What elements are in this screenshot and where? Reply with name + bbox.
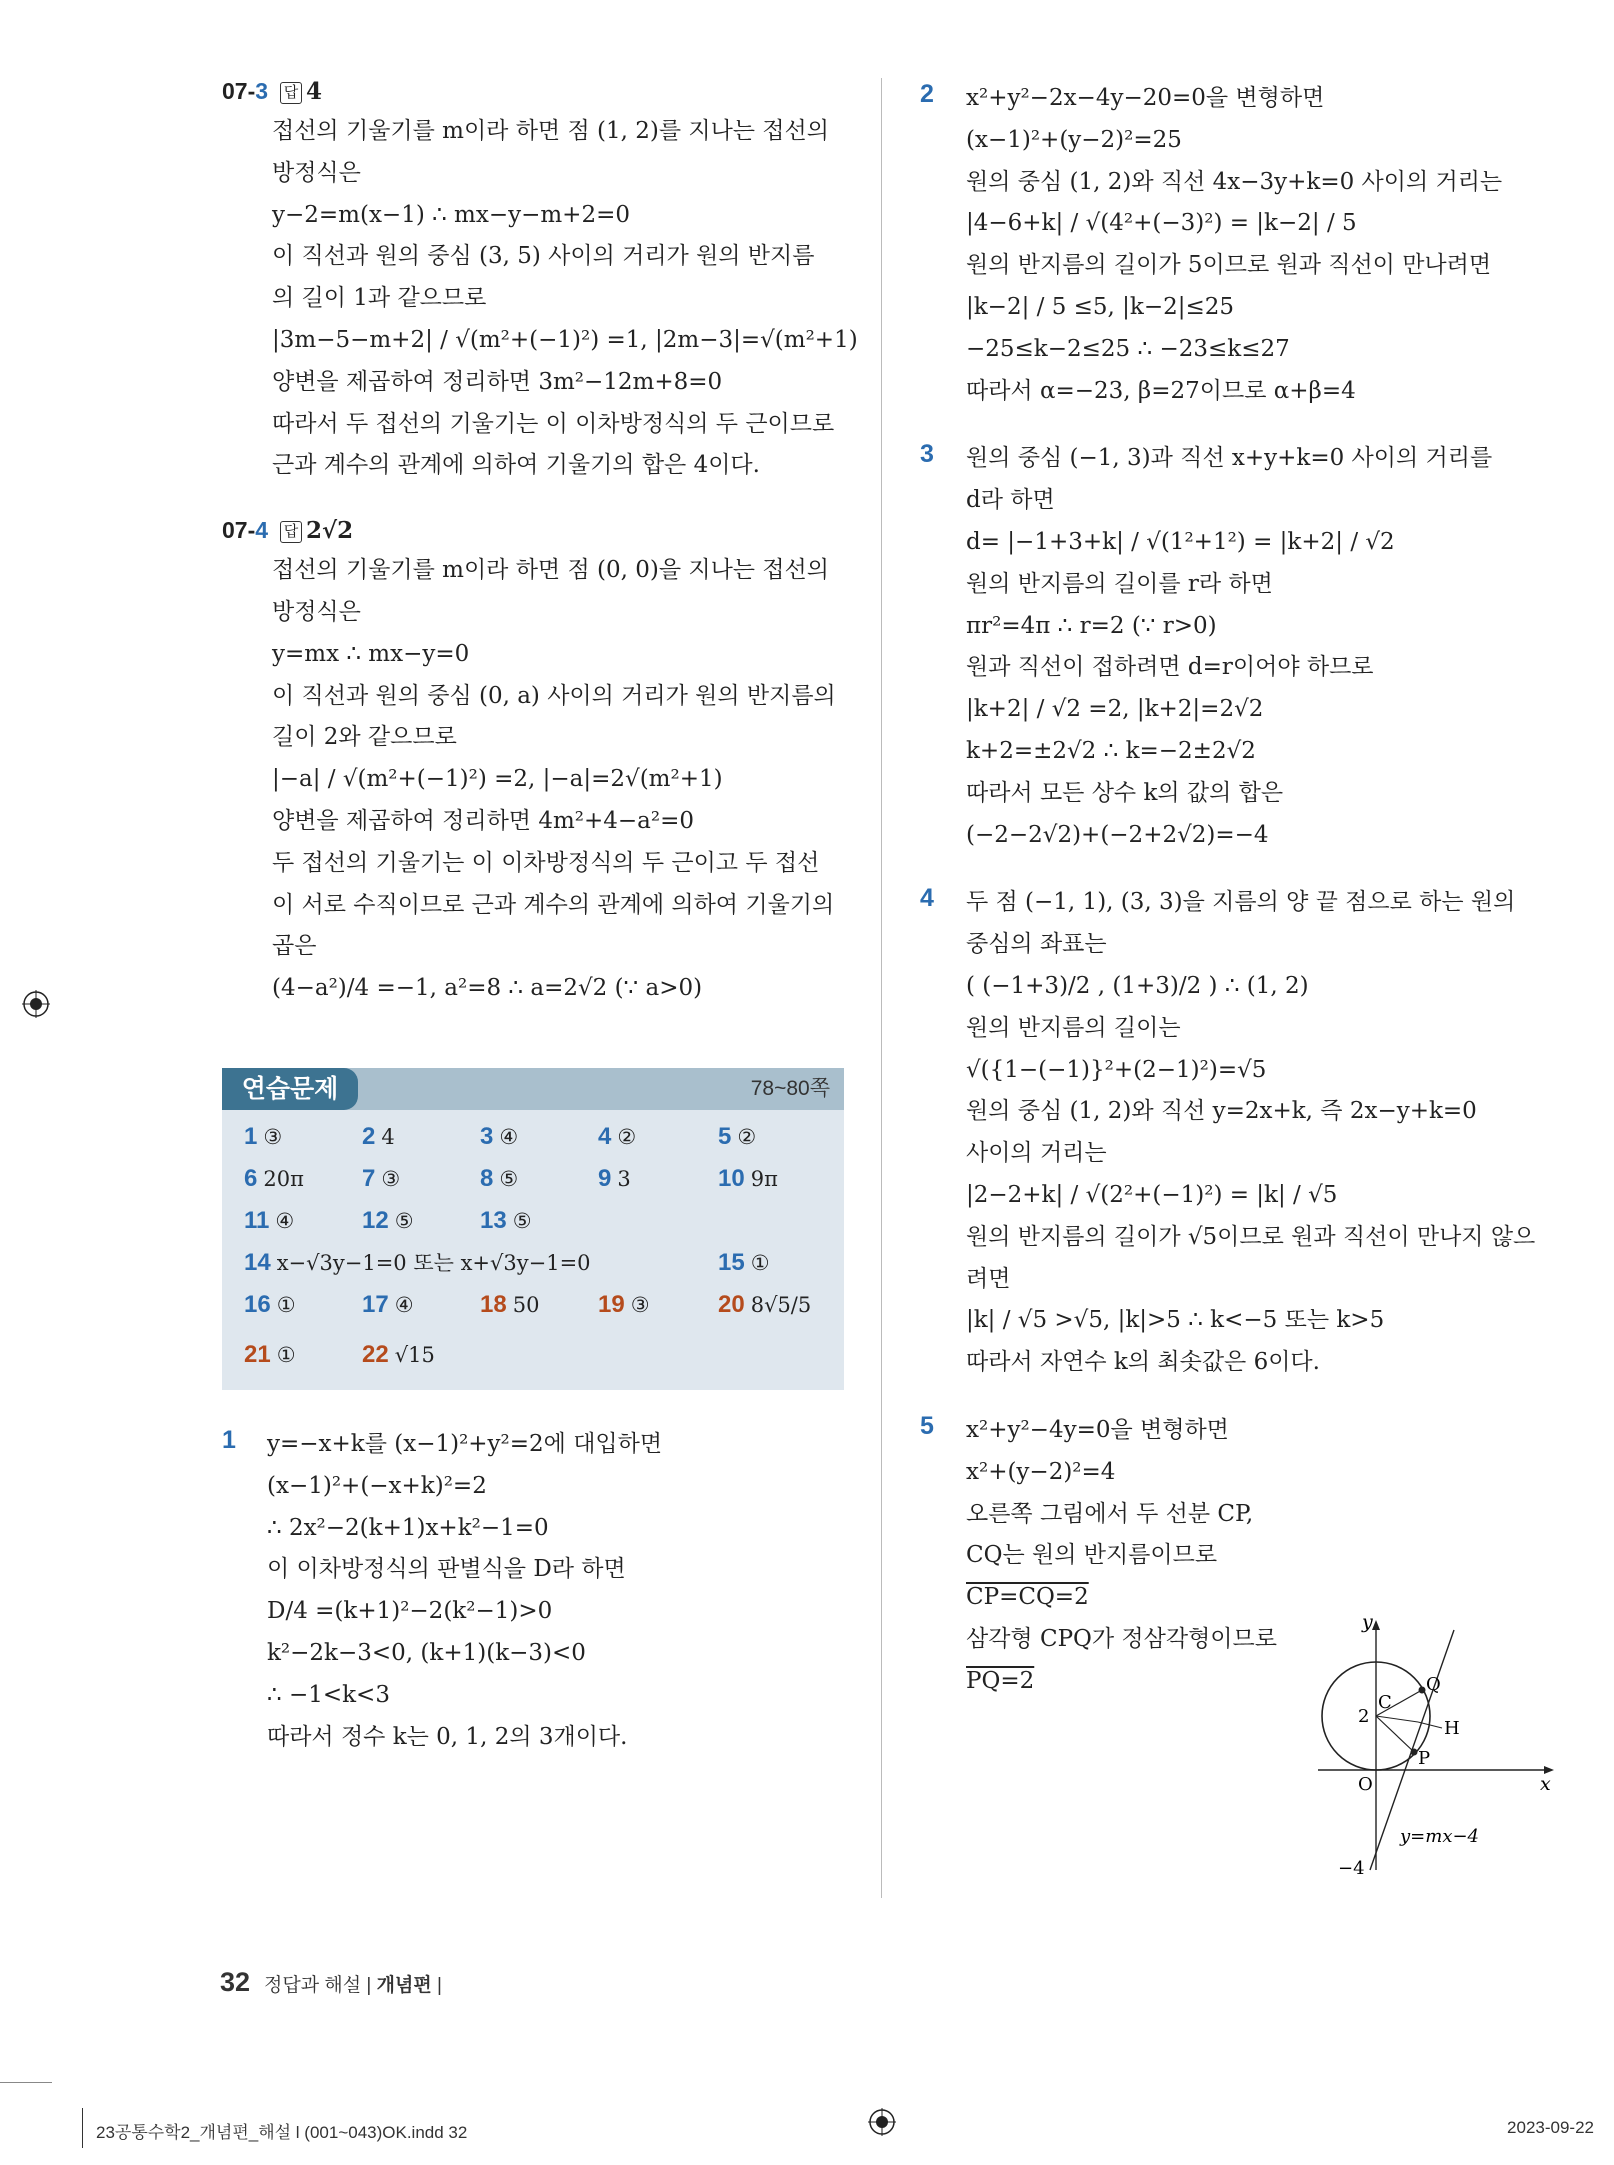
- solution-line: 이 이차방정식의 판별식을 D라 하면: [267, 1556, 626, 1583]
- solution-line: 곱은: [272, 933, 317, 960]
- point-H-label: H: [1444, 1718, 1460, 1739]
- solution-line: 두 접선의 기울기는 이 이차방정식의 두 근이고 두 접선: [272, 849, 820, 876]
- practice-item: 8 ⑤: [480, 1164, 519, 1192]
- solution-line: (x−1)²+(y−2)²=25: [966, 126, 1182, 153]
- solution-line: 원의 반지름의 길이는: [966, 1014, 1181, 1041]
- practice-row: [244, 1334, 844, 1376]
- solution-line: (4−a²)/4 =−1, a²=8 ∴ a=2√2 (∵ a>0): [272, 975, 703, 1002]
- problem-07-3: [222, 78, 858, 487]
- practice-title-bar: [222, 1068, 844, 1110]
- solution-line: 이 직선과 원의 중심 (3, 5) 사이의 거리가 원의 반지름: [272, 243, 815, 270]
- right-column: [918, 78, 1558, 1702]
- practice-item: 5 ②: [718, 1122, 757, 1150]
- practice-item: 7 ③: [362, 1164, 401, 1192]
- solution-line: 중심의 좌표는: [966, 931, 1107, 958]
- solution-line: 원의 반지름의 길이가 √5이므로 원과 직선이 만나지 않으: [966, 1223, 1536, 1250]
- solution-line: 길이 2와 같으므로: [272, 724, 457, 751]
- solution-line: 원의 반지름의 길이가 5이므로 원과 직선이 만나려면: [966, 252, 1492, 279]
- segment-CP: [1376, 1716, 1414, 1752]
- practice-item: 19 ③: [598, 1290, 650, 1318]
- point-Q: [1419, 1687, 1426, 1694]
- practice-row: [244, 1242, 844, 1284]
- practice-item: 6 20π: [244, 1164, 304, 1192]
- solution-line: 원의 중심 (1, 2)와 직선 4x−3y+k=0 사이의 거리는: [966, 168, 1503, 195]
- solution-line: 접선의 기울기를 m이라 하면 점 (1, 2)를 지나는 접선의: [272, 118, 829, 144]
- solution-line: 따라서 모든 상수 k의 값의 합은: [966, 779, 1284, 806]
- problem-07-4: [222, 517, 847, 1010]
- practice-item: 21 ①: [244, 1340, 296, 1368]
- point-Q-label: Q: [1426, 1674, 1441, 1695]
- solution-line: |k−2| / 5 ≤5, |k−2|≤25: [966, 293, 1235, 320]
- line-equation-label: y=mx−4: [1400, 1826, 1480, 1847]
- practice-item: 15 ①: [718, 1248, 770, 1276]
- practice-item: 9 3: [598, 1164, 631, 1192]
- file-name: 23공통수학2_개념편_해설 l (001~043)OK.indd 32: [96, 2123, 468, 2142]
- problem-number: 5: [920, 1411, 934, 1440]
- practice-item: 10 9π: [718, 1164, 778, 1192]
- solution-line: ∴ −1<k<3: [267, 1681, 390, 1708]
- problem-number: 3: [920, 440, 934, 469]
- solution-line: πr²=4π ∴ r=2 (∵ r>0): [966, 612, 1217, 639]
- solution-line: x²+y²−4y=0을 변형하면: [966, 1416, 1229, 1443]
- solution-line: y=mx ∴ mx−y=0: [272, 640, 470, 667]
- practice-item: 1 ③: [244, 1122, 283, 1150]
- practice-item: 3 ④: [480, 1122, 519, 1150]
- practice-item: 17 ④: [362, 1290, 414, 1318]
- solution-line: d= |−1+3+k| / √(1²+1²) = |k+2| / √2: [966, 528, 1395, 555]
- solution-line: y=−x+k를 (x−1)²+y²=2에 대입하면: [267, 1430, 663, 1457]
- origin-label: O: [1358, 1774, 1373, 1795]
- solution-line: |4−6+k| / √(4²+(−3)²) = |k−2| / 5: [966, 210, 1357, 237]
- problem-3: [920, 438, 1558, 856]
- solution-line: √({1−(−1)}²+(2−1)²)=√5: [966, 1056, 1267, 1083]
- problem-number: 4: [920, 884, 934, 913]
- practice-item: 4 ②: [598, 1122, 637, 1150]
- segment-CH: [1376, 1716, 1418, 1722]
- practice-item: 13 ⑤: [480, 1206, 532, 1234]
- practice-row: [244, 1158, 844, 1200]
- problem-2: [920, 78, 1558, 412]
- solution-line: 방정식은: [272, 598, 361, 625]
- practice-row: [244, 1200, 844, 1242]
- solution-line: 접선의 기울기를 m이라 하면 점 (0, 0)을 지나는 접선의: [272, 557, 829, 584]
- problem-number: 2: [920, 80, 934, 108]
- practice-pages: 78~80쪽: [750, 1076, 830, 1100]
- solution-line: y−2=m(x−1) ∴ mx−y−m+2=0: [272, 201, 630, 228]
- solution-line: (x−1)²+(−x+k)²=2: [267, 1472, 487, 1499]
- practice-item: 12 ⑤: [362, 1206, 414, 1234]
- practice-item: 11 ④: [244, 1206, 295, 1234]
- print-date: 2023-09-22: [1507, 2118, 1594, 2137]
- footer-section: 개념편: [376, 1975, 432, 1996]
- y-arrow-icon: [1372, 1620, 1380, 1630]
- solution-line: |3m−5−m+2| / √(m²+(−1)²) =1, |2m−3|=√(m²+1): [272, 326, 858, 353]
- point-C-label: C: [1378, 1692, 1392, 1713]
- solution-line: 려면: [966, 1265, 1011, 1292]
- practice-title: 연습문제: [222, 1068, 358, 1110]
- solution-line: d라 하면: [966, 487, 1055, 514]
- answer-value: 2√2: [306, 517, 354, 545]
- solution-line: 두 점 (−1, 1), (3, 3)을 지름의 양 끝 점으로 하는 원의: [966, 889, 1516, 916]
- footer-text: 정답과 해설: [264, 1975, 362, 1996]
- solution-line: 이 서로 수직이므로 근과 계수의 관계에 의하여 기울기의: [272, 891, 835, 918]
- solution-line: 원과 직선이 접하려면 d=r이어야 하므로: [966, 654, 1374, 681]
- solution-line: k²−2k−3<0, (k+1)(k−3)<0: [267, 1639, 586, 1666]
- solution-line: |k+2| / √2 =2, |k+2|=2√2: [966, 696, 1264, 723]
- solution-line: CP=CQ=2: [966, 1584, 1089, 1611]
- problem-1: [222, 1424, 847, 1758]
- solution-line: ( (−1+3)/2 , (1+3)/2 ) ∴ (1, 2): [966, 972, 1309, 999]
- solution-line: 근과 계수의 관계에 의하여 기울기의 합은 4이다.: [272, 452, 760, 479]
- y-two-label: 2: [1358, 1706, 1370, 1727]
- solution-line: 따라서 α=−23, β=27이므로 α+β=4: [966, 377, 1356, 404]
- solution-line: |2−2+k| / √(2²+(−1)²) = |k| / √5: [966, 1181, 1338, 1208]
- practice-answers-box: [222, 1068, 844, 1390]
- y-axis-label: y: [1362, 1618, 1373, 1633]
- column-divider: [881, 78, 882, 1898]
- solution-line: 따라서 두 접선의 기울기는 이 이차방정식의 두 근이므로: [272, 410, 835, 437]
- solution-line: |−a| / √(m²+(−1)²) =2, |−a|=2√(m²+1): [272, 766, 723, 793]
- page-number: 32: [220, 1967, 251, 1997]
- registration-mark-icon: [868, 2108, 896, 2136]
- left-column: [222, 78, 858, 1758]
- solution-line: 원의 반지름의 길이를 r라 하면: [966, 570, 1273, 597]
- y-neg4-label: −4: [1338, 1858, 1365, 1879]
- point-P: [1411, 1749, 1418, 1756]
- solution-line: CQ는 원의 반지름이므로: [966, 1542, 1218, 1569]
- practice-item: 2 4: [362, 1122, 395, 1150]
- practice-item: 18 50: [480, 1290, 540, 1318]
- trim-line: [82, 2108, 83, 2148]
- answer-value: 4: [306, 78, 323, 105]
- solution-line: k+2=±2√2 ∴ k=−2±2√2: [966, 737, 1256, 764]
- problem-label: 07-4 답 2√2: [222, 517, 354, 545]
- solution-line: 원의 중심 (−1, 3)과 직선 x+y+k=0 사이의 거리를: [966, 445, 1493, 472]
- solution-line: ∴ 2x²−2(k+1)x+k²−1=0: [267, 1514, 549, 1541]
- registration-mark-icon: [22, 990, 50, 1018]
- solution-line: D/4 =(k+1)²−2(k²−1)>0: [267, 1598, 553, 1625]
- solution-line: (−2−2√2)+(−2+2√2)=−4: [966, 821, 1269, 848]
- solution-line: 오른쪽 그림에서 두 선분 CP,: [966, 1500, 1254, 1527]
- solution-line: 양변을 제곱하여 정리하면 4m²+4−a²=0: [272, 807, 695, 834]
- practice-item: 14 x−√3y−1=0 또는 x+√3y−1=0: [244, 1248, 591, 1276]
- practice-item: 22 √15: [362, 1340, 435, 1368]
- solution-line: 따라서 자연수 k의 최솟값은 6이다.: [966, 1349, 1320, 1376]
- answer-mark-icon: 답: [280, 521, 302, 543]
- problem-label: 07-3 답 4: [222, 78, 323, 105]
- problem-4: [920, 882, 1558, 1384]
- page-footer: 32 정답과 해설 | 개념편 |: [220, 1967, 442, 1997]
- practice-row: [244, 1284, 844, 1334]
- solution-line: x²+(y−2)²=4: [966, 1458, 1116, 1485]
- solution-line: x²+y²−2x−4y−20=0을 변형하면: [966, 85, 1325, 111]
- solution-line: 원의 중심 (1, 2)와 직선 y=2x+k, 즉 2x−y+k=0: [966, 1098, 1477, 1125]
- practice-row: [244, 1116, 844, 1158]
- circle-tangent-figure: [1318, 1618, 1558, 1888]
- solution: [272, 550, 847, 1010]
- answer-mark-icon: 답: [280, 82, 302, 104]
- solution-line: |k| / √5 >√5, |k|>5 ∴ k<−5 또는 k>5: [966, 1307, 1385, 1334]
- solution-line: 방정식은: [272, 159, 361, 186]
- point-P-label: P: [1418, 1748, 1431, 1769]
- solution-line: −25≤k−2≤25 ∴ −23≤k≤27: [966, 335, 1290, 362]
- solution-line: 이 직선과 원의 중심 (0, a) 사이의 거리가 원의 반지름의: [272, 682, 836, 709]
- solution-line: 삼각형 CPQ가 정삼각형이므로: [966, 1625, 1277, 1652]
- solution-line: 의 길이 1과 같으므로: [272, 285, 487, 312]
- x-axis-label: x: [1540, 1773, 1551, 1795]
- solution-line: 양변을 제곱하여 정리하면 3m²−12m+8=0: [272, 368, 723, 395]
- solution: [272, 111, 858, 487]
- problem-number: 1: [222, 1425, 236, 1454]
- practice-item: 20 8√5/5: [718, 1290, 812, 1318]
- trim-line: [0, 2082, 52, 2083]
- solution-line: 따라서 정수 k는 0, 1, 2의 3개이다.: [267, 1723, 628, 1750]
- solution-line: PQ=2: [966, 1667, 1035, 1694]
- practice-item: 16 ①: [244, 1290, 296, 1318]
- solution-line: 사이의 거리는: [966, 1140, 1107, 1167]
